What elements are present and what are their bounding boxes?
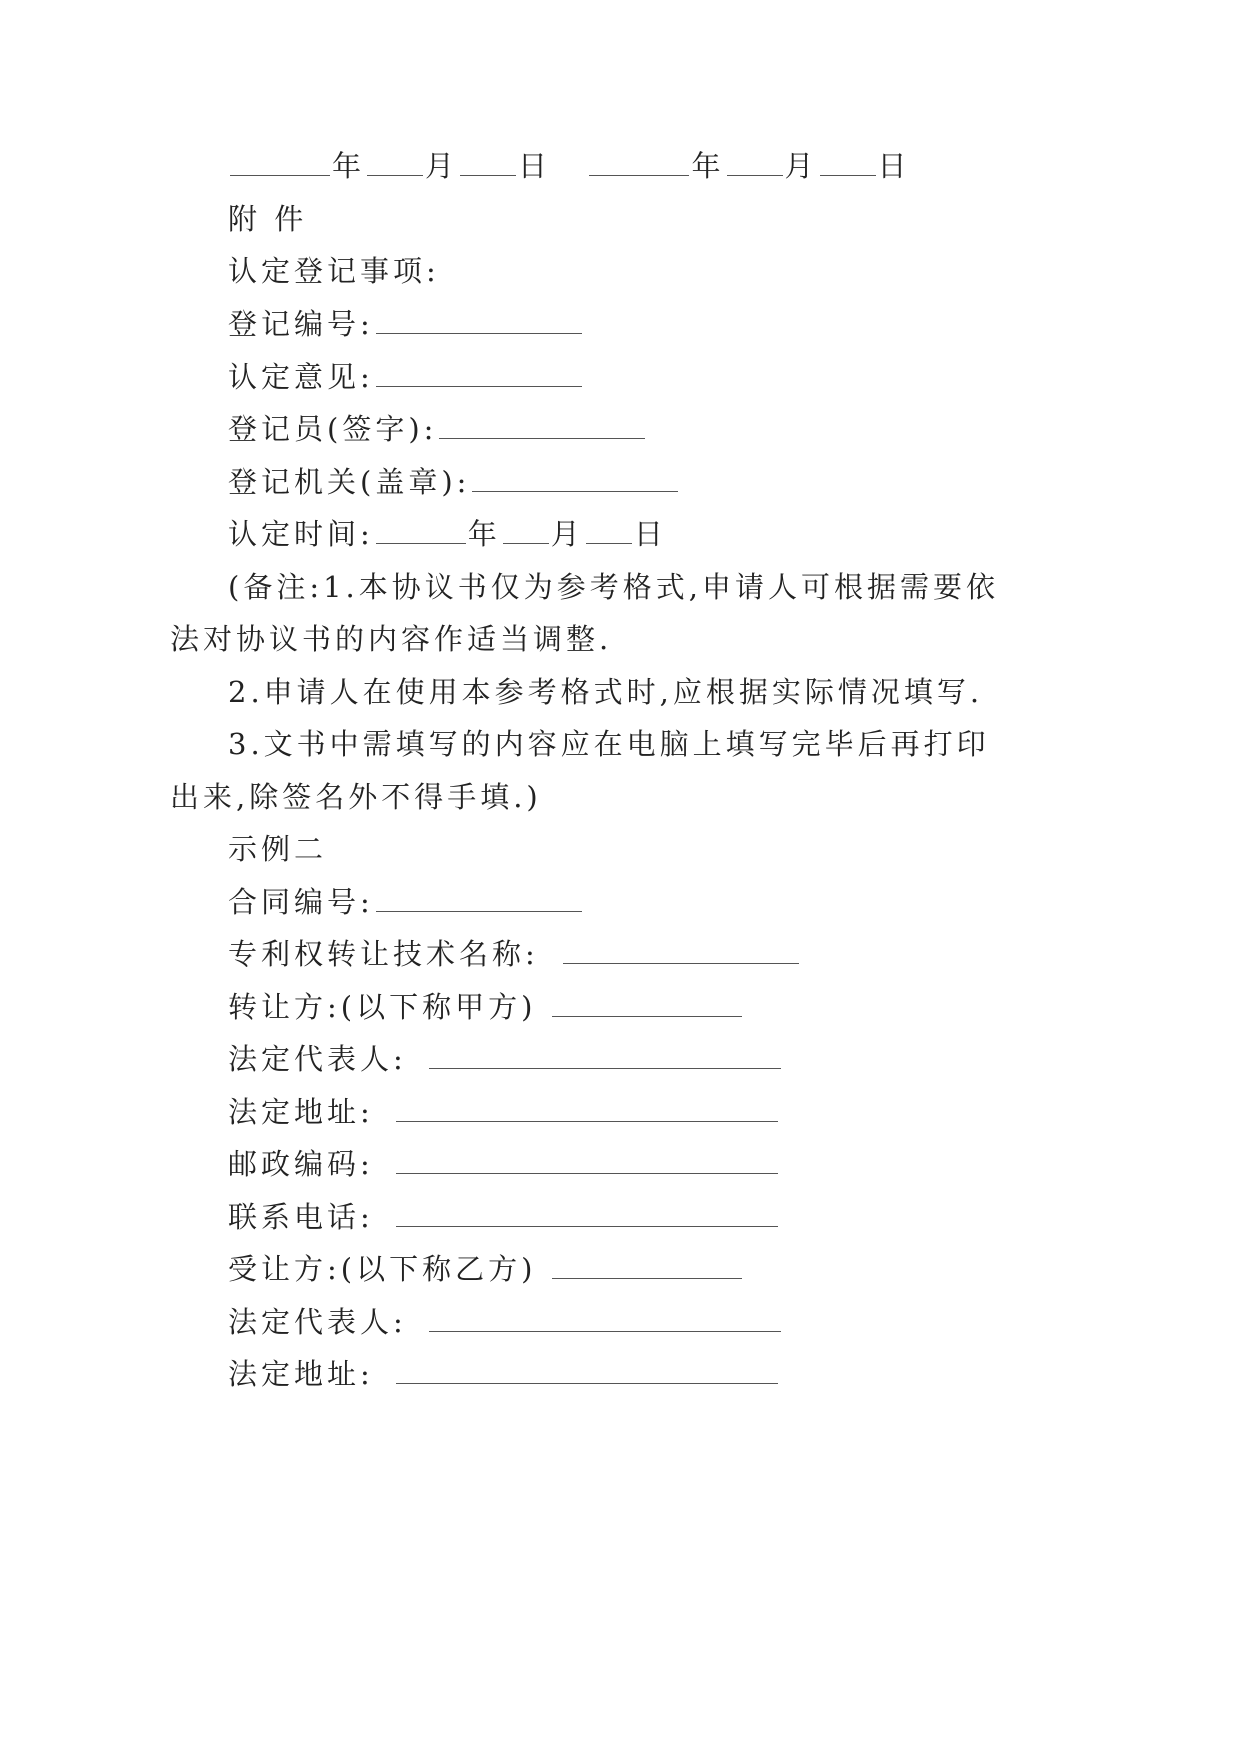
month-text-2: 月: [784, 149, 818, 183]
recognition-heading: 认定登记事项:: [228, 254, 440, 288]
authority-row: [228, 460, 680, 504]
time-day-blank[interactable]: [586, 515, 632, 544]
transferor-postal-blank[interactable]: [396, 1145, 778, 1174]
transferor-label: 转让方:(以下称甲方): [228, 990, 537, 1024]
transferor-phone-label: 联系电话:: [228, 1200, 374, 1234]
year-blank-2[interactable]: [589, 147, 689, 176]
patent-name-blank[interactable]: [563, 935, 799, 964]
recognition-time-row: [228, 512, 667, 556]
contract-number-label: 合同编号:: [228, 885, 374, 919]
day-text-2: 日: [877, 149, 911, 183]
time-year-text: 年: [467, 517, 501, 551]
transferor-postal-label: 邮政编码:: [228, 1147, 374, 1181]
time-day-text: 日: [633, 517, 667, 551]
opinion-blank[interactable]: [376, 358, 582, 387]
time-year-blank[interactable]: [376, 515, 466, 544]
month-blank-1[interactable]: [367, 147, 423, 176]
time-month-blank[interactable]: [503, 515, 549, 544]
transferor-row: [228, 985, 744, 1029]
transferee-blank[interactable]: [552, 1250, 742, 1279]
registration-number-blank[interactable]: [376, 305, 582, 334]
patent-name-label: 专利权转让技术名称:: [228, 937, 539, 971]
day-blank-1[interactable]: [460, 147, 516, 176]
transferee-legal-rep-blank[interactable]: [429, 1303, 781, 1332]
transferor-phone-row: [228, 1195, 780, 1239]
transferor-blank[interactable]: [552, 988, 742, 1017]
registration-number-row: [228, 302, 584, 346]
transferor-address-label: 法定地址:: [228, 1095, 374, 1129]
year-text-2: 年: [691, 149, 725, 183]
recognition-time-label: 认定时间:: [228, 517, 374, 551]
signature-date-line: [228, 144, 911, 188]
day-blank-2[interactable]: [820, 147, 876, 176]
registrar-row: [228, 407, 647, 451]
opinion-label: 认定意见:: [228, 360, 374, 394]
transferee-address-blank[interactable]: [396, 1355, 778, 1384]
transferor-legal-rep-row: [228, 1037, 783, 1081]
example2-heading: 示例二: [228, 832, 328, 866]
registrar-label: 登记员(签字):: [228, 412, 438, 446]
note-line-4: 3.文书中需填写的内容应在电脑上填写完毕后再打印: [228, 727, 990, 761]
registrar-blank[interactable]: [439, 410, 645, 439]
transferee-row: [228, 1247, 744, 1291]
transferee-address-label: 法定地址:: [228, 1357, 374, 1391]
authority-label: 登记机关(盖章):: [228, 465, 471, 499]
transferor-legal-rep-label: 法定代表人:: [228, 1042, 407, 1076]
transferor-legal-rep-blank[interactable]: [429, 1040, 781, 1069]
transferee-label: 受让方:(以下称乙方): [228, 1252, 537, 1286]
attachment-heading: 附 件: [228, 202, 308, 236]
registration-number-label: 登记编号:: [228, 307, 374, 341]
opinion-row: [228, 355, 584, 399]
note-line-3: 2.申请人在使用本参考格式时,应根据实际情况填写.: [228, 675, 984, 709]
month-text-1: 月: [425, 149, 459, 183]
day-text-1: 日: [518, 149, 552, 183]
contract-number-row: [228, 880, 584, 924]
year-text-1: 年: [332, 149, 366, 183]
transferee-address-row: [228, 1352, 780, 1396]
transferee-legal-rep-label: 法定代表人:: [228, 1305, 407, 1339]
note-line-2: 法对协议书的内容作适当调整.: [170, 622, 613, 656]
patent-name-row: [228, 932, 801, 976]
contract-number-blank[interactable]: [376, 883, 582, 912]
transferor-address-row: [228, 1090, 780, 1134]
transferor-postal-row: [228, 1142, 780, 1186]
year-blank-1[interactable]: [230, 147, 330, 176]
transferor-address-blank[interactable]: [396, 1093, 778, 1122]
transferee-legal-rep-row: [228, 1300, 783, 1344]
transferor-phone-blank[interactable]: [396, 1198, 778, 1227]
authority-blank[interactable]: [472, 463, 678, 492]
month-blank-2[interactable]: [727, 147, 783, 176]
time-month-text: 月: [550, 517, 584, 551]
note-line-5: 出来,除签名外不得手填.): [170, 780, 542, 814]
note-line-1: (备注:1.本协议书仅为参考格式,申请人可根据需要依: [228, 570, 999, 604]
